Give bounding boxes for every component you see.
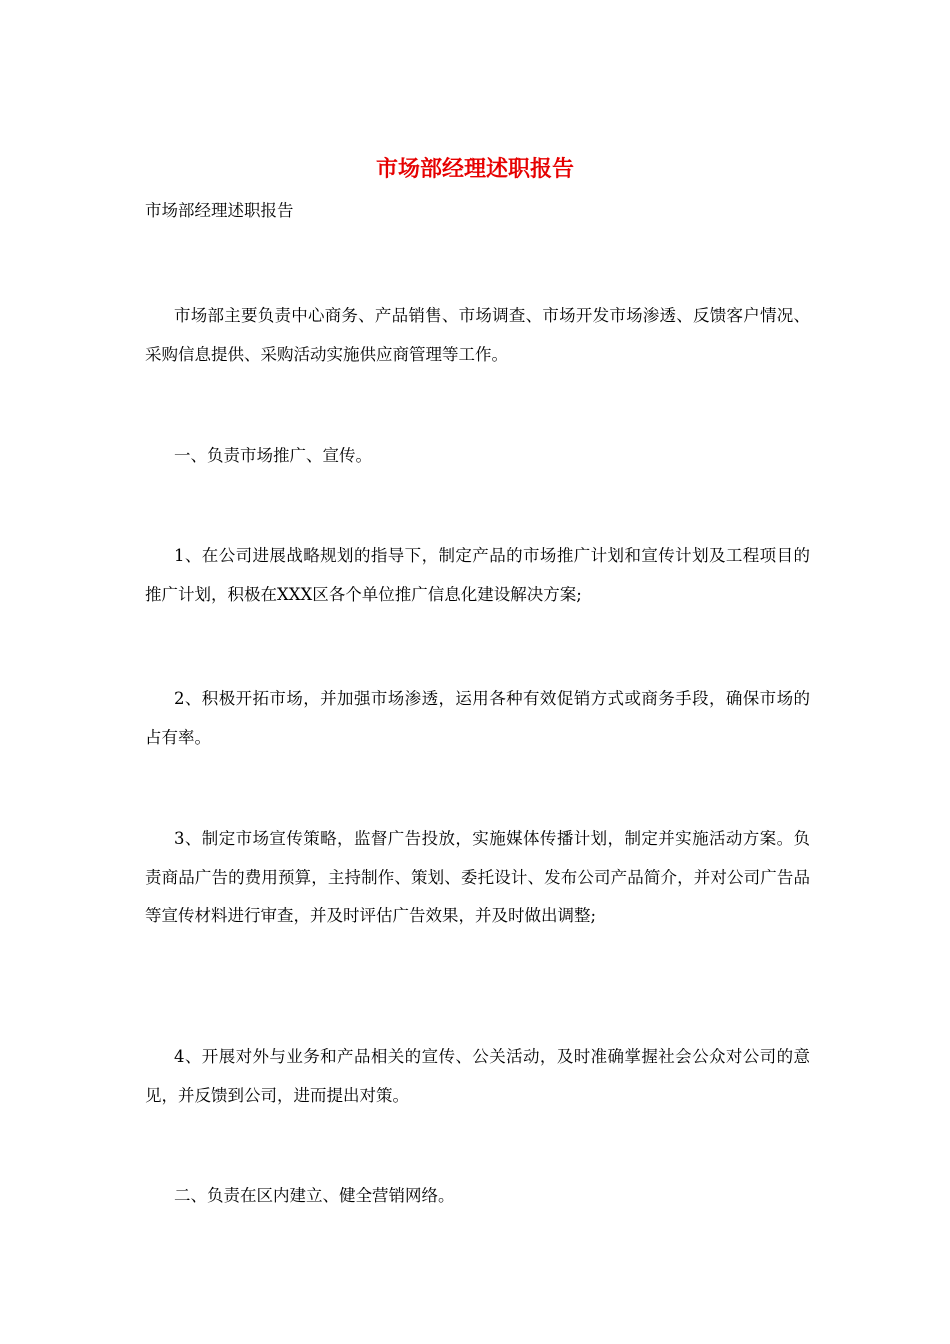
section-heading-1: 一、负责市场推广、宣传。	[174, 446, 372, 465]
document-title: 市场部经理述职报告	[375, 156, 574, 182]
paragraph-item-4: 4、开展对外与业务和产品相关的宣传、公关活动，及时准确掌握社会公众对公司的意见，并反馈到公司，进而提出对策。	[145, 1047, 810, 1105]
paragraph-intro: 市场部主要负责中心商务、产品销售、市场调查、市场开发市场渗透、反馈客户情况、采购信息提供、采购活动实施供应商管理等工作。	[145, 306, 810, 364]
paragraph-item-2: 2、积极开拓市场，并加强市场渗透，运用各种有效促销方式或商务手段，确保市场的占有率。	[145, 689, 810, 747]
document-subtitle: 市场部经理述职报告	[145, 201, 294, 220]
section-heading-2: 二、负责在区内建立、健全营销网络。	[174, 1186, 455, 1205]
paragraph-item-1: 1、在公司进展战略规划的指导下，制定产品的市场推广计划和宣传计划及工程项目的推广计划，积极在XXX区各个单位推广信息化建设解决方案;	[145, 546, 810, 604]
paragraph-item-3: 3、制定市场宣传策略，监督广告投放，实施媒体传播计划，制定并实施活动方案。负责商品广告的费用预算，主持制作、策划、委托设计、发布公司产品简介，并对公司广告品等宣传材料进行审查，并及时评估广告效果，并及时做出调整;	[145, 829, 810, 925]
